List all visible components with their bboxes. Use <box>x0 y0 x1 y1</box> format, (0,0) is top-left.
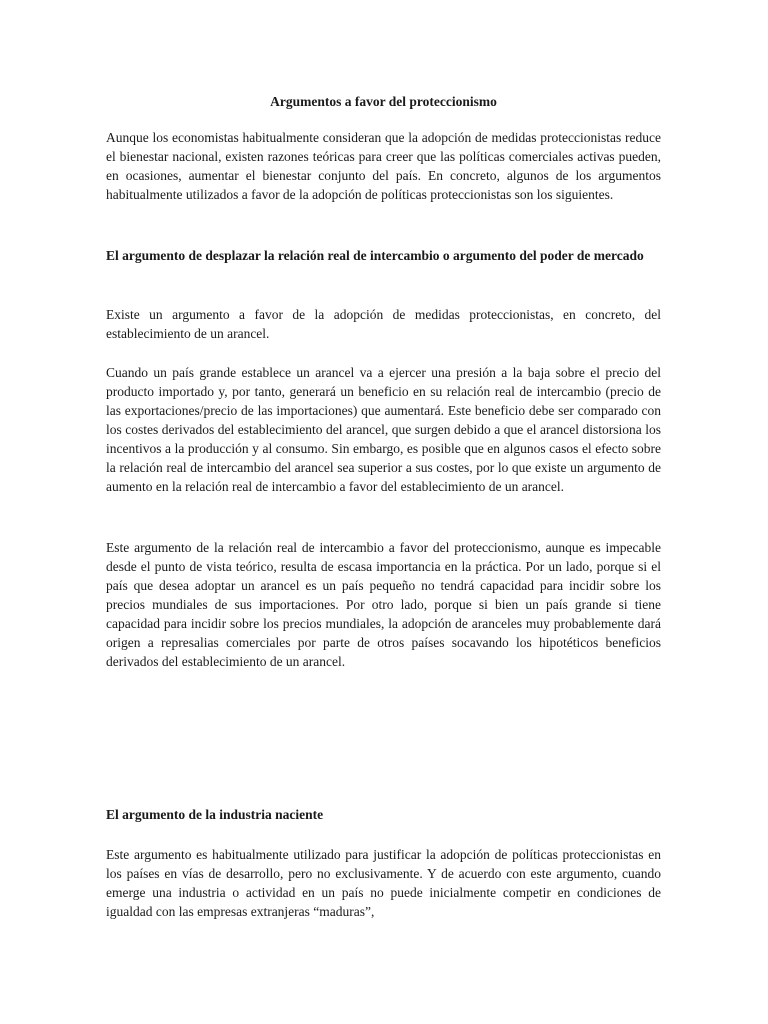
paragraph: Este argumento es habitualmente utilizado para justificar la adopción de políticas proteccionistas en los países en vías de desarrollo, pero no exclusivamente. Y de acuerdo con este argumento, cuando emerge una industria o actividad en un país no puede inicialmente competir en condiciones de igualdad con las empresas extranjeras “maduras”, <box>106 847 661 919</box>
section-heading-infant-industry: El argumento de la industria naciente <box>106 807 324 822</box>
paragraph: Existe un argumento a favor de la adopción de medidas proteccionistas, en concreto, del establecimiento de un arancel. <box>106 307 661 341</box>
paragraph: Cuando un país grande establece un arancel va a ejercer una presión a la baja sobre el precio del producto importado y, por tanto, generará un beneficio en su relación real de intercambio (precio de las exportaciones/precio de las importaciones) que aumentará. Este beneficio debe ser comparado con los costes derivados del establecimiento del arancel, que surgen debido a que el arancel distorsiona los incentivos a la producción y al consumo. Sin embargo, es posible que en algunos casos el efecto sobre la relación real de intercambio del arancel sea superior a sus costes, por lo que existe un argumento de aumento en la relación real de intercambio a favor del establecimiento de un arancel. <box>106 365 661 494</box>
section-heading-market-power: El argumento de desplazar la relación real de intercambio o argumento del poder de mercado <box>106 248 644 263</box>
intro-paragraph: Aunque los economistas habitualmente consideran que la adopción de medidas proteccionistas reduce el bienestar nacional, existen razones teóricas para creer que las políticas comerciales activas pueden, en ocasiones, aumentar el bienestar conjunto del país. En concreto, algunos de los argumentos habitualmente utilizados a favor de la adopción de políticas proteccionistas son los siguientes. <box>106 130 661 202</box>
paragraph: Este argumento de la relación real de intercambio a favor del proteccionismo, aunque es impecable desde el punto de vista teórico, resulta de escasa importancia en la práctica. Por un lado, porque si el país que desea adoptar un arancel es un país pequeño no tendrá capacidad para incidir sobre los precios mundiales de sus importaciones. Por otro lado, porque si bien un país grande si tiene capacidad para incidir sobre los precios mundiales, la adopción de aranceles muy probablemente dará origen a represalias comerciales por parte de otros países socavando los hipotéticos beneficios derivados del establecimiento de un arancel. <box>106 540 661 669</box>
document-title: Argumentos a favor del proteccionismo <box>270 94 497 109</box>
